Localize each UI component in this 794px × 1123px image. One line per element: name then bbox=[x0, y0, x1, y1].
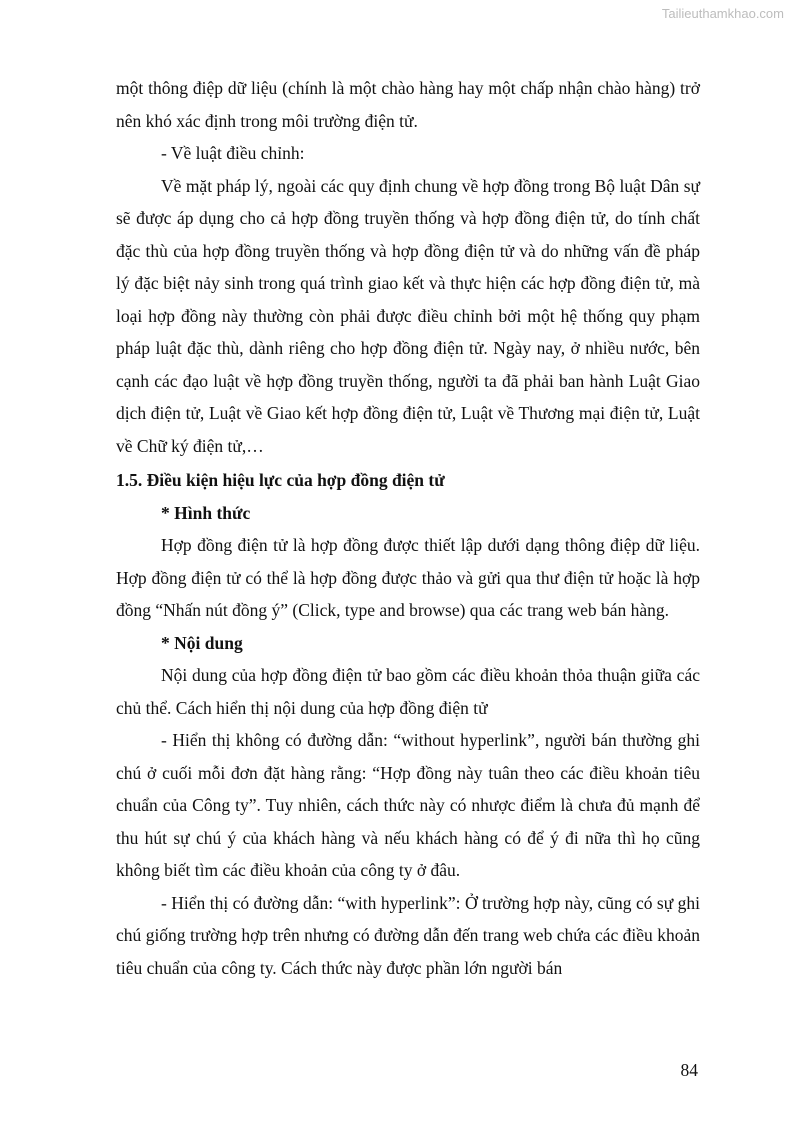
subheading-content: * Nội dung bbox=[161, 632, 243, 653]
paragraph-without-hyperlink: - Hiển thị không có đường dẫn: “without hyperlink”, người bán thường ghi chú ở cuối mỗi đơn đặt hàng rằng: “Hợp đồng này tuân theo các điều khoản tiêu chuẩn của Công ty”. Tuy nhiên, cách thức này có nhược điểm là chưa đủ mạnh để thu hút sự chú ý của khách hàng và nếu khách hàng có để ý đi nữa thì họ cũng không biết tìm các điều khoản của công ty ở đâu. bbox=[116, 730, 700, 880]
paragraph-with-hyperlink: - Hiển thị có đường dẫn: “with hyperlink”: Ở trường hợp này, cũng có sự ghi chú giống trường hợp trên nhưng có đường dẫn đến trang web chứa các điều khoản tiêu chuẩn của công ty. Cách thức này được phần lớn người bán bbox=[116, 892, 700, 978]
subheading-form: * Hình thức bbox=[161, 502, 251, 523]
page-body bbox=[116, 72, 700, 984]
page-number: 84 bbox=[680, 1060, 698, 1080]
paragraph-form-body: Hợp đồng điện tử là hợp đồng được thiết lập dưới dạng thông điệp dữ liệu. Hợp đồng điện tử có thể là hợp đồng được thảo và gửi qua thư điện tử hoặc là hợp đồng “Nhấn nút đồng ý” (Click, type and browse) qua các trang web bán hàng. bbox=[116, 535, 700, 620]
watermark: Tailieuthamkhao.com bbox=[661, 6, 784, 21]
paragraph-law-body: Về mặt pháp lý, ngoài các quy định chung về hợp đồng trong Bộ luật Dân sự sẽ được áp dụng cho cả hợp đồng truyền thống và hợp đồng điện tử, do tính chất đặc thù của hợp đồng truyền thống và hợp đồng điện tử và do những vấn đề pháp lý đặc biệt nảy sinh trong quá trình giao kết và thực hiện các hợp đồng điện tử, mà loại hợp đồng này thường còn phải được điều chỉnh bởi một hệ thống quy phạm pháp luật đặc thù, dành riêng cho hợp đồng điện tử. Ngày nay, ở nhiều nước, bên cạnh các đạo luật về hợp đồng truyền thống, người ta đã phải ban hành Luật Giao dịch điện tử, Luật về Giao kết hợp đồng điện tử, Luật về Thương mại điện tử, Luật về Chữ ký điện tử,… bbox=[116, 175, 700, 456]
paragraph-law-label: - Về luật điều chỉnh: bbox=[161, 143, 305, 163]
paragraph-continuation: một thông điệp dữ liệu (chính là một chào hàng hay một chấp nhận chào hàng) trở nên khó xác định trong môi trường điện tử. bbox=[116, 78, 700, 131]
paragraph-content-body: Nội dung của hợp đồng điện tử bao gồm các điều khoản thỏa thuận giữa các chủ thể. Cách hiển thị nội dung của hợp đồng điện tử bbox=[116, 665, 700, 718]
section-heading: 1.5. Điều kiện hiệu lực của hợp đồng điện tử bbox=[116, 470, 445, 490]
